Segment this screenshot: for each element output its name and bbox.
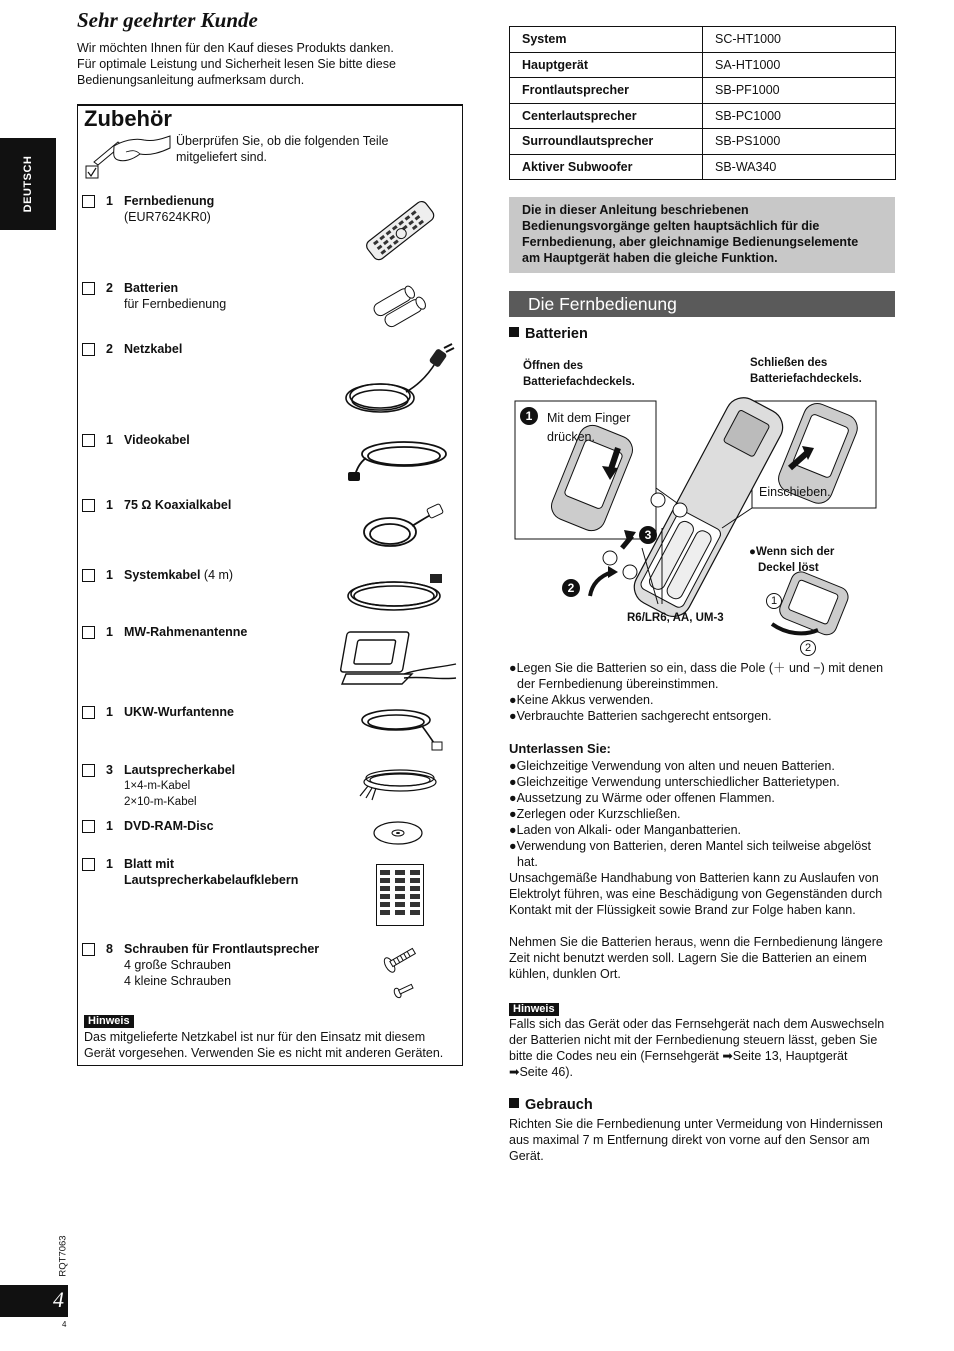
lid-step-1-marker: 1 (766, 593, 782, 609)
usage-heading: Gebrauch (509, 1097, 593, 1113)
list-item: ●Zerlegen oder Kurzschließen. (509, 807, 681, 821)
dvd-ram-disc-icon (372, 820, 424, 846)
avoid-heading: Unterlassen Sie: (509, 741, 611, 756)
step-1-marker: 1 (520, 407, 538, 425)
list-item: ●Keine Akkus verwenden. (509, 693, 654, 707)
page-title: Sehr geehrter Kunde (77, 8, 258, 32)
insert-label: Einschieben. (759, 485, 831, 499)
checkbox[interactable] (82, 764, 95, 777)
list-item: ●Laden von Alkali- oder Manganbatterien. (509, 823, 742, 837)
list-item: ●Aussetzung zu Wärme oder offenen Flammen. (509, 791, 775, 805)
system-table (509, 26, 896, 180)
note-badge: Hinweis (84, 1013, 134, 1028)
table-row: Hauptgerät SA-HT1000 (510, 52, 896, 78)
avoid-bullets: ●Gleichzeitige Verwendung von alten und neuen Batterien. ●Gleichzeitige Verwendung unterschiedlicher Batterietypen. ●Aussetzung zu Wärme oder offenen Flammen. ●Zerlegen oder Kurzschließen. ●Laden von Alkali- oder Manganbatterien. ●Verwendung von Batterien, deren Mantel sich teilweise abgelöst hat. Unsachgemäße Handhabung von Batterien kann zu Auslaufen von Elektrolyt führen, was eine Beschädigung von Gegenständen durch Kontakt mit der Flüssigkeit sowie Brand zur Folge haben kann. (509, 758, 899, 918)
checkbox[interactable] (82, 820, 95, 833)
large-screw-icon (380, 944, 420, 974)
table-row: Surroundlautsprecher SB-PS1000 (510, 129, 896, 155)
section-title: Die Fernbedienung (509, 291, 895, 317)
note-text-right: Falls sich das Gerät oder das Fernsehgerät nach dem Auswechseln der Batterien nicht mit der Fernbedienung steuern lässt, geben Sie bitte die Codes neu ein (Fernsehgerät ➡Seite 13, Hauptgerät ➡Seite 46). (509, 1017, 885, 1079)
system-cable-icon (344, 572, 456, 616)
page-number-box: 4 (0, 1285, 68, 1317)
lid-step-2-marker: 2 (800, 640, 816, 656)
checkbox[interactable] (82, 434, 95, 447)
small-screw-icon (392, 982, 416, 998)
fm-antenna-icon (356, 702, 450, 752)
checkbox[interactable] (82, 943, 95, 956)
am-loop-antenna-icon (342, 628, 458, 690)
battery-type-label: R6/LR6, AA, UM-3 (627, 612, 724, 624)
checkbox[interactable] (82, 195, 95, 208)
batteries-icon (370, 286, 432, 328)
check-note: Überprüfen Sie, ob die folgenden Teile mitgeliefert sind. (176, 134, 389, 164)
checkbox[interactable] (82, 626, 95, 639)
close-lid-label: Schließen des Batteriefachdeckels. (750, 357, 862, 385)
intro-text: Wir möchten Ihnen für den Kauf dieses Produkts danken. Für optimale Leistung und Sicherheit lesen Sie bitte diese Bedienungsanleitung aufmerksam durch. (77, 41, 396, 87)
checkbox[interactable] (82, 706, 95, 719)
coaxial-cable-icon (356, 500, 446, 556)
note-text: Das mitgelieferte Netzkabel ist nur für den Einsatz mit diesem Gerät vorgesehen. Verwenden Sie es nicht mit anderen Geräten. (84, 1030, 444, 1060)
list-item: ●Legen Sie die Batterien so ein, dass die Pole (＋ und −) mit denen (509, 661, 884, 675)
checkbox[interactable] (82, 499, 95, 512)
accessories-title: Zubehör (84, 106, 172, 131)
power-cord-icon (340, 342, 456, 422)
cable-sticker-sheet-icon (376, 864, 424, 926)
square-bullet-icon (509, 1098, 519, 1108)
list-item: ●Gleichzeitige Verwendung unterschiedlicher Batterietypen. (509, 775, 840, 789)
checkbox[interactable] (82, 858, 95, 871)
checkbox[interactable] (82, 343, 95, 356)
list-item: ●Gleichzeitige Verwendung von alten und neuen Batterien. (509, 759, 835, 773)
step1-text: Mit dem Finger drücken. (547, 411, 631, 444)
checkbox[interactable] (82, 569, 95, 582)
remote-control-icon (358, 196, 442, 268)
table-row: Aktiver Subwoofer SB-WA340 (510, 154, 896, 180)
battery-bullets: ●Legen Sie die Batterien so ein, dass die Pole (＋ und −) mit denen der Fernbedienung übereinstimmen. ●Keine Akkus verwenden. ●Verbrauchte Batterien sachgerecht entsorgen. (509, 660, 899, 724)
usage-text: Richten Sie die Fernbedienung unter Vermeidung von Hindernissen aus maximal 7 m Entfernung direkt von vorne auf den Sensor am Gerät. (509, 1117, 883, 1163)
hand-checkmark-icon (84, 132, 174, 186)
step-2-marker: 2 (562, 579, 580, 597)
checkbox[interactable] (82, 282, 95, 295)
list-item: ●Verbrauchte Batterien sachgerecht entsorgen. (509, 709, 772, 723)
note-badge-right: Hinweis (509, 1001, 559, 1016)
table-row: System SC-HT1000 (510, 27, 896, 53)
notice-box: Die in dieser Anleitung beschriebenen Bedienungsvorgänge gelten hauptsächlich für die Fernbedienung, aber gleichnamige Bedienungselemente am Hauptgerät haben die gleiche Funktion. (509, 197, 895, 273)
batteries-heading: Batterien (509, 326, 588, 342)
table-row: Frontlautsprecher SB-PF1000 (510, 78, 896, 104)
video-cable-icon (344, 432, 452, 488)
square-bullet-icon (509, 327, 519, 337)
small-page-number: 4 (62, 1320, 67, 1329)
table-row: Centerlautsprecher SB-PC1000 (510, 103, 896, 129)
language-tab: DEUTSCH (0, 138, 56, 230)
speaker-cable-icon (356, 762, 440, 802)
lid-loose-label: ●Wenn sich der Deckel löst (749, 546, 835, 574)
list-item: ●Verwendung von Batterien, deren Mantel sich teilweise abgelöst (509, 839, 871, 853)
step-3-marker: 3 (639, 526, 657, 544)
doc-code: RQT7063 (57, 1235, 69, 1277)
storage-text: Nehmen Sie die Batterien heraus, wenn die Fernbedienung längere Zeit nicht benutzt werden soll. Lagern Sie die Batterien an einem kühlen, dunklen Ort. (509, 935, 883, 981)
open-lid-label: Öffnen des Batteriefachdeckels. (523, 360, 635, 388)
